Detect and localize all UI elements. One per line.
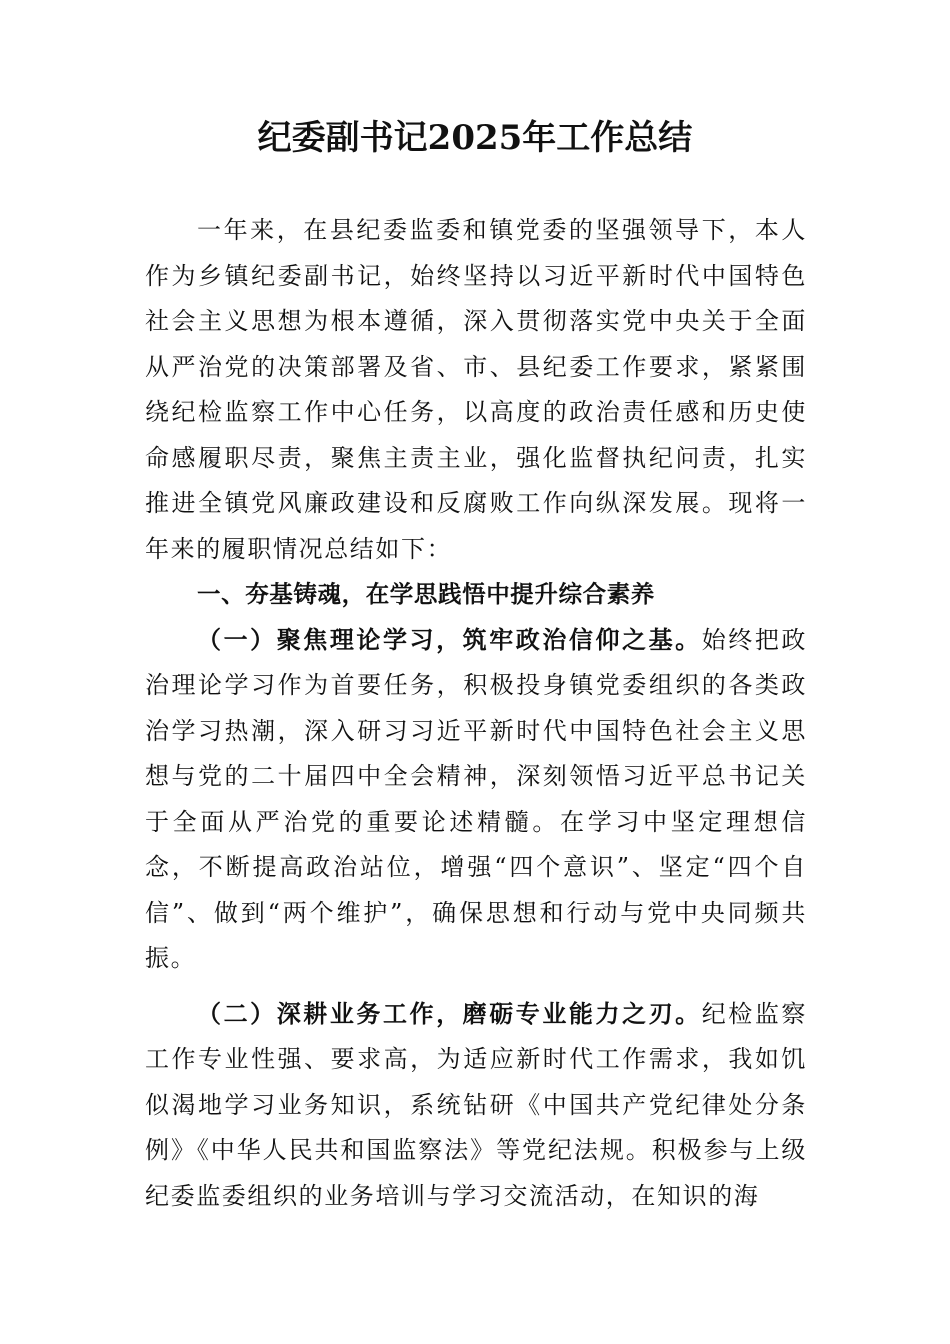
subsection-text-2: 纪检监察工作专业性强、要求高，为适应新时代工作需求，我如饥似渴地学习业务知识，系统钻研《中国共产党纪律处分条例》《中华人民共和国监察法》等党纪法规。积极参与上级纪委监委组织的业务培训与学习交流活动，在知识的海 <box>145 999 807 1210</box>
subsection-text-1: 始终把政治理论学习作为首要任务，积极投身镇党委组织的各类政治学习热潮，深入研习习近平新时代中国特色社会主义思想与党的二十届四中全会精神，深刻领悟习近平总书记关于全面从严治党的重要论述精髓。在学习中坚定理想信念，不断提高政治站位，增强“四个意识”、坚定“四个自信”、做到“两个维护”，确保思想和行动与党中央同频共振。 <box>145 625 807 972</box>
document-body <box>145 208 807 1219</box>
document-title: 纪委副书记2025年工作总结 <box>257 118 693 158</box>
subsection-heading-1: （一）聚焦理论学习，筑牢政治信仰之基。 <box>197 625 702 654</box>
subsection-heading-2: （二）深耕业务工作，磨砺专业能力之刃。 <box>197 999 702 1028</box>
section1-paragraph-2 <box>145 992 807 1220</box>
intro-paragraph: 一年来，在县纪委监委和镇党委的坚强领导下，本人作为乡镇纪委副书记，始终坚持以习近平新时代中国特色社会主义思想为根本遵循，深入贯彻落实党中央关于全面从严治党的决策部署及省、市、县纪委工作要求，紧紧围绕纪检监察工作中心任务，以高度的政治责任感和历史使命感履职尽责，聚焦主责主业，强化监督执纪问责，扎实推进全镇党风廉政建设和反腐败工作向纵深发展。现将一年来的履职情况总结如下： <box>145 216 807 563</box>
section1-paragraph-1 <box>145 618 807 982</box>
section-heading-1: 一、夯基铸魂，在学思践悟中提升综合素养 <box>197 580 655 608</box>
